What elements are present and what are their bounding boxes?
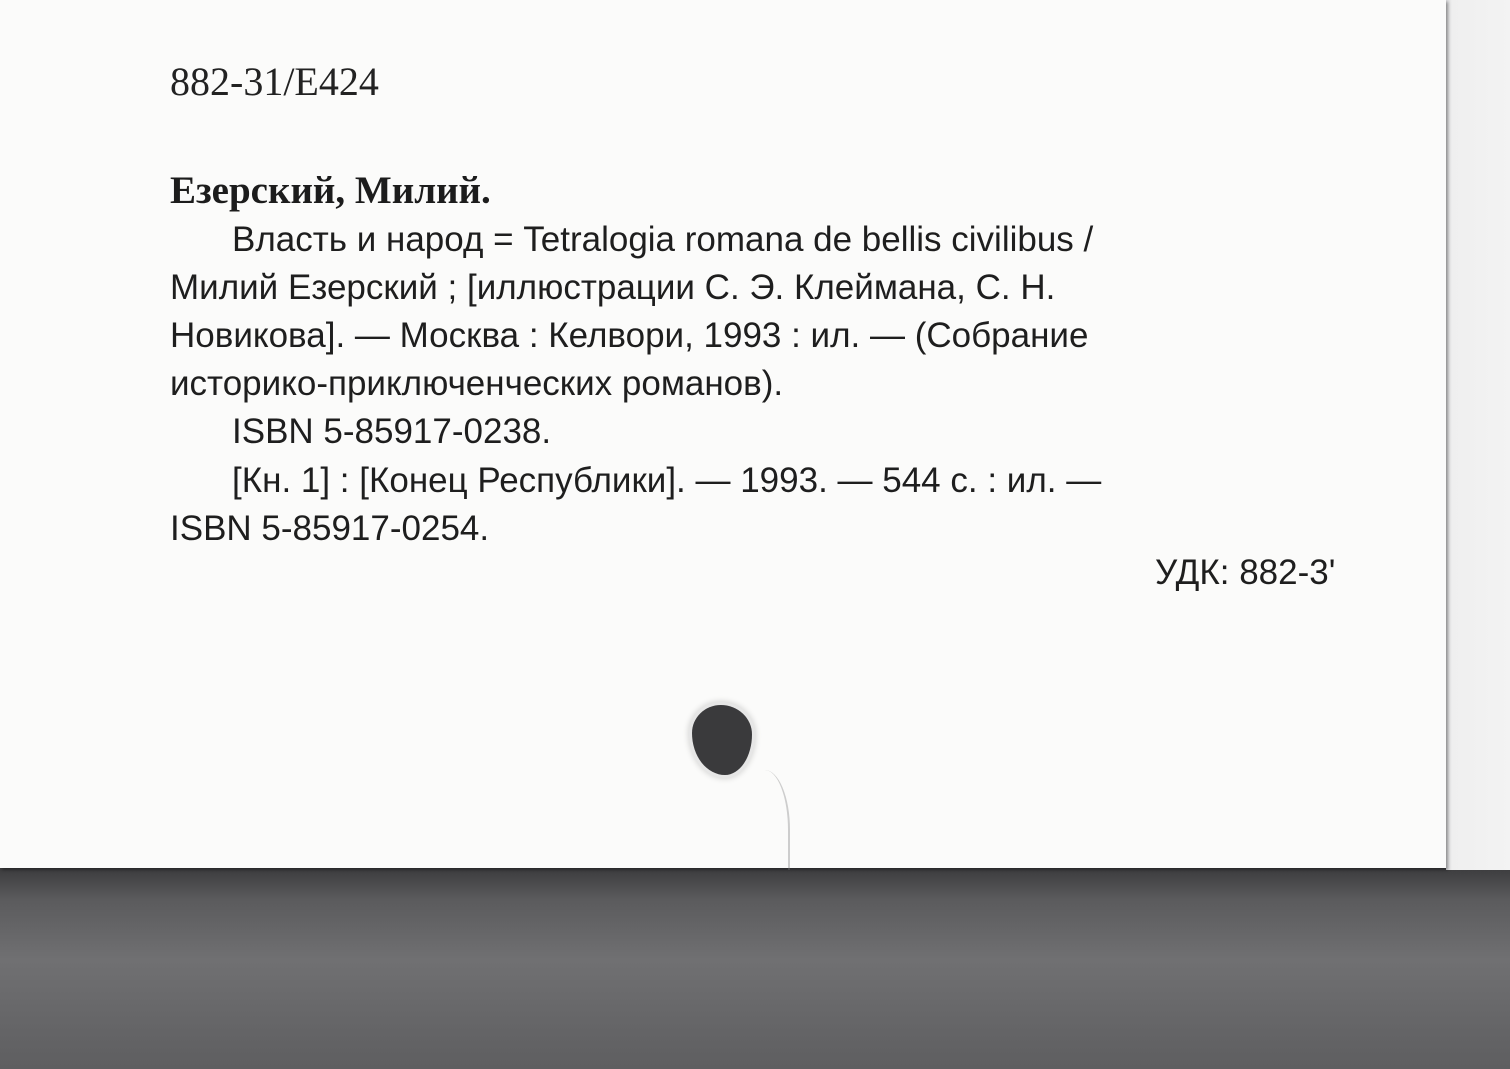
title-line: Власть и народ = Tetralogia romana de bellis civilibus / — [232, 220, 1094, 259]
volume-line: [Кн. 1] : [Конец Республики]. — 1993. — 544 с. : ил. — — [232, 461, 1102, 500]
responsibility-line: Милий Езерский ; [иллюстрации С. Э. Клеймана, С. Н. — [170, 268, 1056, 307]
author-heading: Езерский, Милий. — [170, 169, 491, 212]
series-line: историко-приключенческих романов). — [170, 364, 784, 403]
volume-isbn-line: ISBN 5-85917-0254. — [170, 509, 490, 548]
publication-line: Новикова]. — Москва : Келвори, 1993 : ил. — (Собрание — [170, 316, 1089, 355]
punch-hole — [692, 705, 752, 775]
shelfmark: 882-31/E424 — [170, 59, 379, 104]
scanner-edge — [1446, 0, 1510, 870]
isbn-line: ISBN 5-85917-0238. — [232, 412, 552, 451]
udk-code: УДК: 882-3' — [1155, 553, 1336, 592]
paper-crease — [748, 770, 790, 870]
